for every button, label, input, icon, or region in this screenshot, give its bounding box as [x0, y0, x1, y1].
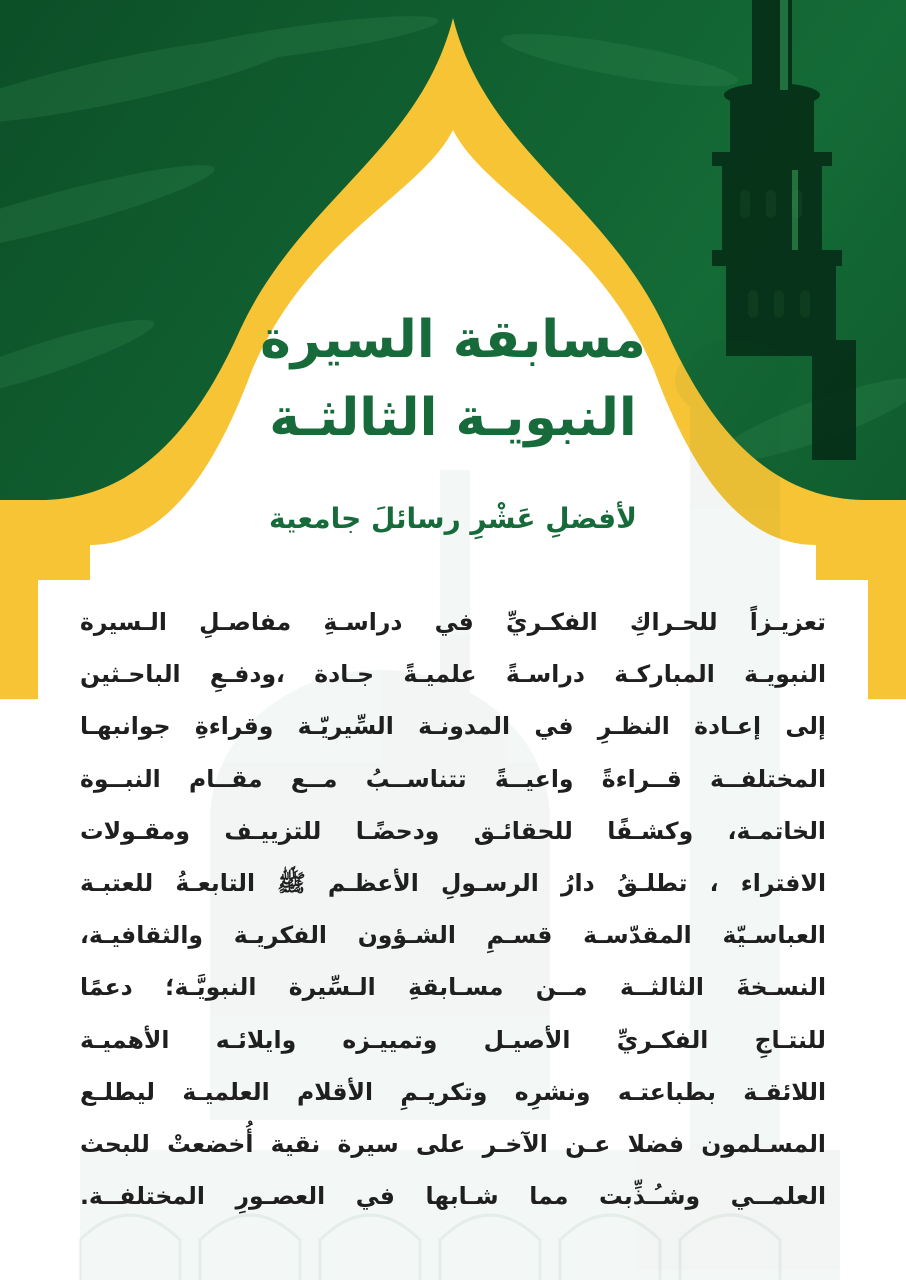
body-line-7: العباسـيّة المقدّسـة قسـمِ الشـؤون الفكريـة والثقافيـة، [80, 921, 826, 950]
body-line-9: للنتـاجِ الفكـريِّ الأصيـل وتمييـزه وايلائـه الأهميـة [80, 1025, 826, 1054]
announcement-body [80, 596, 826, 1222]
subtitle: لأفضلِ عَشْرِ رسائلَ جامعية [269, 502, 637, 535]
body-line-10: اللائقـة بطباعتـه ونشرِه وتكريـمِ الأقلام العلميـة ليطلـع [80, 1077, 826, 1106]
body-line-3: إلى إعـادة النظـرِ في المدونـة السِّيريّـة وقراءةِ جوانبهـا [80, 712, 826, 741]
body-line-8: النسـخةَ الثالثــة مــن مسـابقةِ الـسِّيرة النبويَّـة؛ دعمًا [80, 973, 826, 1002]
body-line-6: الافتراء ، تطلـقُ دارُ الرسـولِ الأعظـم ﷺ التابعـةُ للعتبـة [80, 869, 826, 898]
body-line-11: المسـلمون فضلا عـن الآخـر على سيرة نقية أُخضعتْ للبحث [80, 1130, 826, 1159]
body-line-1: تعزيـزاً للحـراكِ الفكـريِّ في دراسـةِ مفاصـلِ الـسيرة [80, 608, 826, 636]
body-line-2: النبويـة المباركـة دراسـةً علميـةً جـادة ،ودفـعِ الباحـثين [80, 660, 826, 689]
body-line-5: الخاتمـة، وكشـفًا للحقائـق ودحضًـا للتزييـف ومقـولات [80, 816, 826, 845]
title-line-1: مسابقة السيرة [260, 310, 646, 370]
body-line-4: المختلفــة قــراءةً واعيــةً تتناســبُ مــع مقــام النبــوة [80, 764, 826, 793]
body-line-12: العلمــي وشـُـذِّبت مما شـابها في العصـورِ المختلفــة. [80, 1182, 826, 1211]
title-line-2: النبويـة الثالثـة [269, 388, 637, 448]
